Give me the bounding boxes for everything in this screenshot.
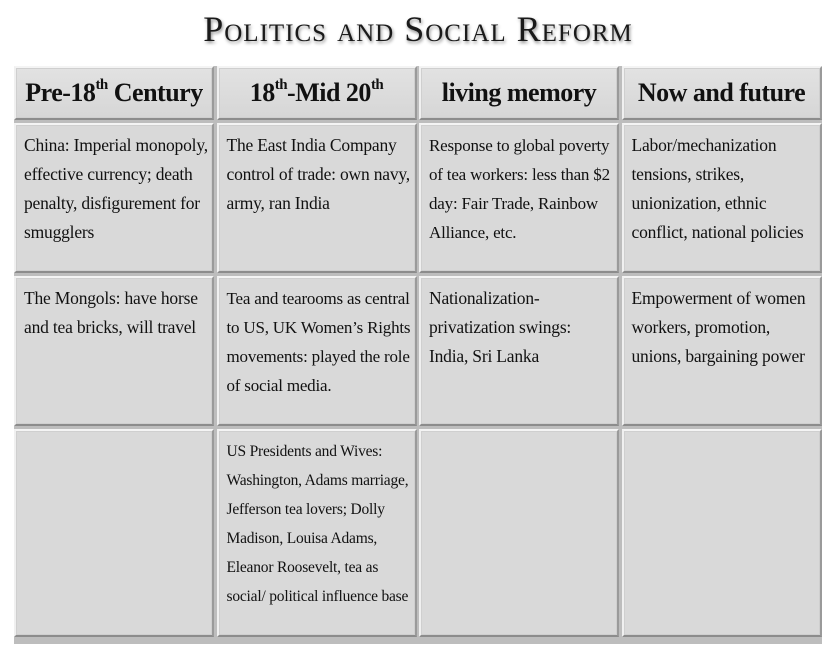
page-title: Politics and Social Reform (203, 9, 633, 49)
cell-text: Labor/mechanization tensions, strikes, unionization, ethnic conflict, national policies (631, 135, 804, 242)
header-18th-mid-20th (217, 66, 417, 120)
table-cell (217, 429, 417, 637)
table-cell-empty (419, 429, 619, 637)
header-text: 18th-Mid 20th (249, 77, 384, 107)
cell-text: Tea and tearooms as central to US, UK Women’s Rights movements: played the role of social media. (226, 289, 411, 395)
reform-table (14, 66, 822, 644)
header-text: living memory (441, 78, 597, 107)
header-now-and-future (622, 66, 822, 120)
table-cell-empty (14, 429, 214, 637)
header-living-memory (419, 66, 619, 120)
header-text: Pre-18th Century (25, 77, 203, 107)
cell-text: Nationalization-privatization swings: India, Sri Lanka (429, 288, 572, 366)
table-cell (14, 276, 214, 426)
cell-text: China: Imperial monopoly, effective currency; death penalty, disfigurement for smugglers (24, 135, 208, 242)
table-cell (419, 123, 619, 273)
header-pre-18th-century (14, 66, 214, 120)
header-text: Now and future (637, 78, 806, 107)
table-cell (217, 276, 417, 426)
cell-text: The Mongols: have horse and tea bricks, will travel (24, 288, 198, 337)
cell-text: The East India Company control of trade: own navy, army, ran India (226, 135, 410, 213)
table-cell (622, 276, 822, 426)
table-cell (622, 123, 822, 273)
table-cell (419, 276, 619, 426)
table-cell (14, 123, 214, 273)
table-cell (217, 123, 417, 273)
cell-text: Response to global poverty of tea workers: less than $2 day: Fair Trade, Rainbow Alliance, etc. (429, 136, 610, 242)
cell-text: Empowerment of women workers, promotion, unions, bargaining power (631, 288, 806, 366)
table-cell-empty (622, 429, 822, 637)
cell-text: US Presidents and Wives: Washington, Adams marriage, Jefferson tea lovers; Dolly Madison, Louisa Adams, Eleanor Roosevelt, tea as social/ political influence base (226, 443, 409, 605)
